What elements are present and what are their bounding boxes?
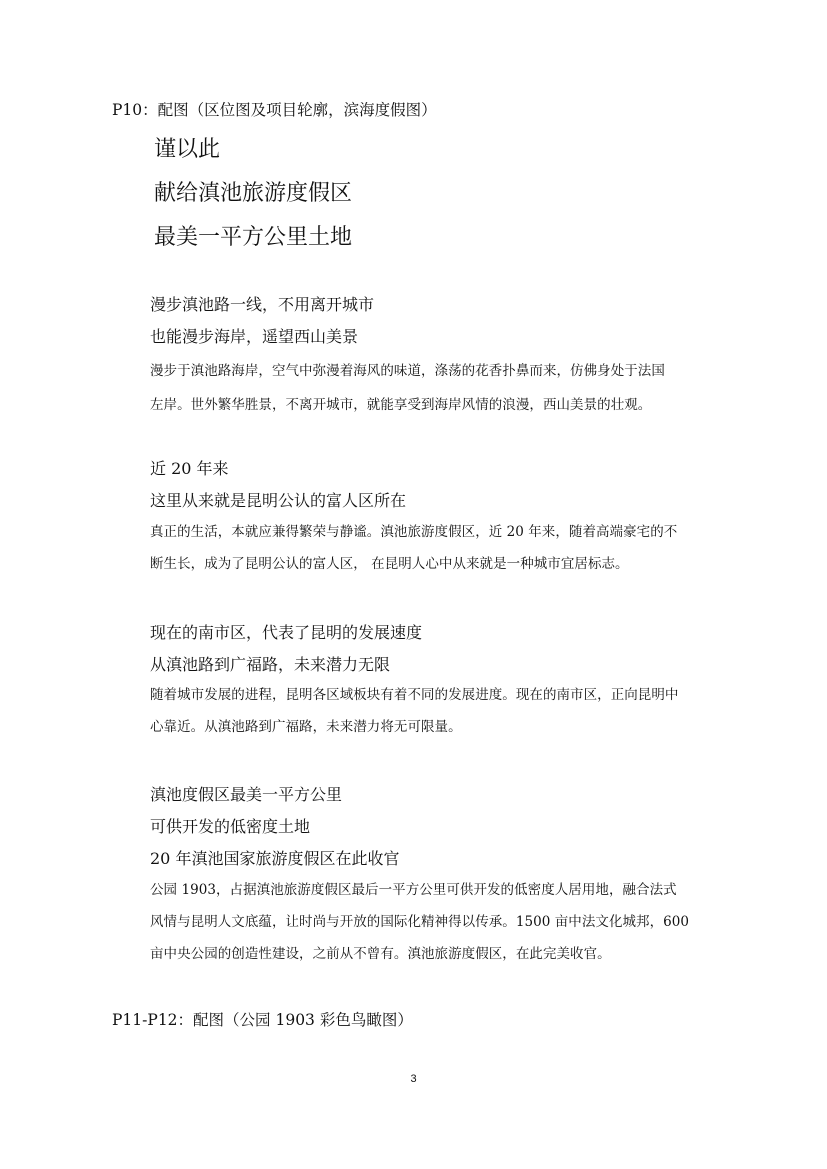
section-heading: 滇池度假区最美一平方公里 (150, 785, 343, 804)
caption-p11-p12: P11-P12：配图（公园 1903 彩色鸟瞰图） (112, 1011, 413, 1029)
dedication-line-2: 献给滇池旅游度假区 (154, 181, 353, 206)
section-body-line: 公园 1903，占据滇池旅游度假区最后一平方公里可供开发的低密度人居用地，融合法式 (150, 882, 677, 898)
dedication-line-1: 谨以此 (154, 137, 221, 162)
page-number: 3 (410, 1073, 417, 1085)
section-body-line: 心靠近。从滇池路到广福路，未来潜力将无可限量。 (150, 719, 462, 735)
section-heading: 也能漫步海岸，遥望西山美景 (150, 327, 359, 346)
caption-p10: P10：配图（区位图及项目轮廓，滨海度假图） (112, 101, 437, 119)
section-body-line: 随着城市发展的进程，昆明各区域板块有着不同的发展进度。现在的南市区，正向昆明中 (150, 687, 679, 703)
section-heading: 这里从来就是昆明公认的富人区所在 (150, 491, 407, 510)
section-heading: 从滇池路到广福路，未来潜力无限 (150, 655, 391, 674)
section-heading: 漫步滇池路一线，不用离开城市 (150, 295, 375, 314)
section-body-line: 亩中央公园的创造性建设，之前从不曾有。滇池旅游度假区，在此完美收官。 (150, 946, 611, 962)
section-heading: 可供开发的低密度土地 (150, 817, 311, 836)
section-heading: 现在的南市区，代表了昆明的发展速度 (150, 623, 423, 642)
section-body-line: 断生长，成为了昆明公认的富人区， 在昆明人心中从来就是一种城市宜居标志。 (150, 556, 629, 572)
section-body-line: 漫步于滇池路海岸，空气中弥漫着海风的味道，涤荡的花香扑鼻而来，仿佛身处于法国 (150, 363, 665, 379)
section-body-line: 真正的生活，本就应兼得繁荣与静谧。滇池旅游度假区，近 20 年来，随着高端豪宅的不 (150, 524, 678, 540)
section-body-line: 风情与昆明人文底蕴，让时尚与开放的国际化精神得以传承。1500 亩中法文化城邦，600 (150, 914, 690, 930)
section-heading: 20 年滇池国家旅游度假区在此收官 (150, 849, 400, 868)
section-body-line: 左岸。世外繁华胜景，不离开城市，就能享受到海岸风情的浪漫，西山美景的壮观。 (150, 397, 652, 413)
section-heading: 近 20 年来 (150, 459, 229, 478)
dedication-line-3: 最美一平方公里土地 (154, 225, 353, 250)
